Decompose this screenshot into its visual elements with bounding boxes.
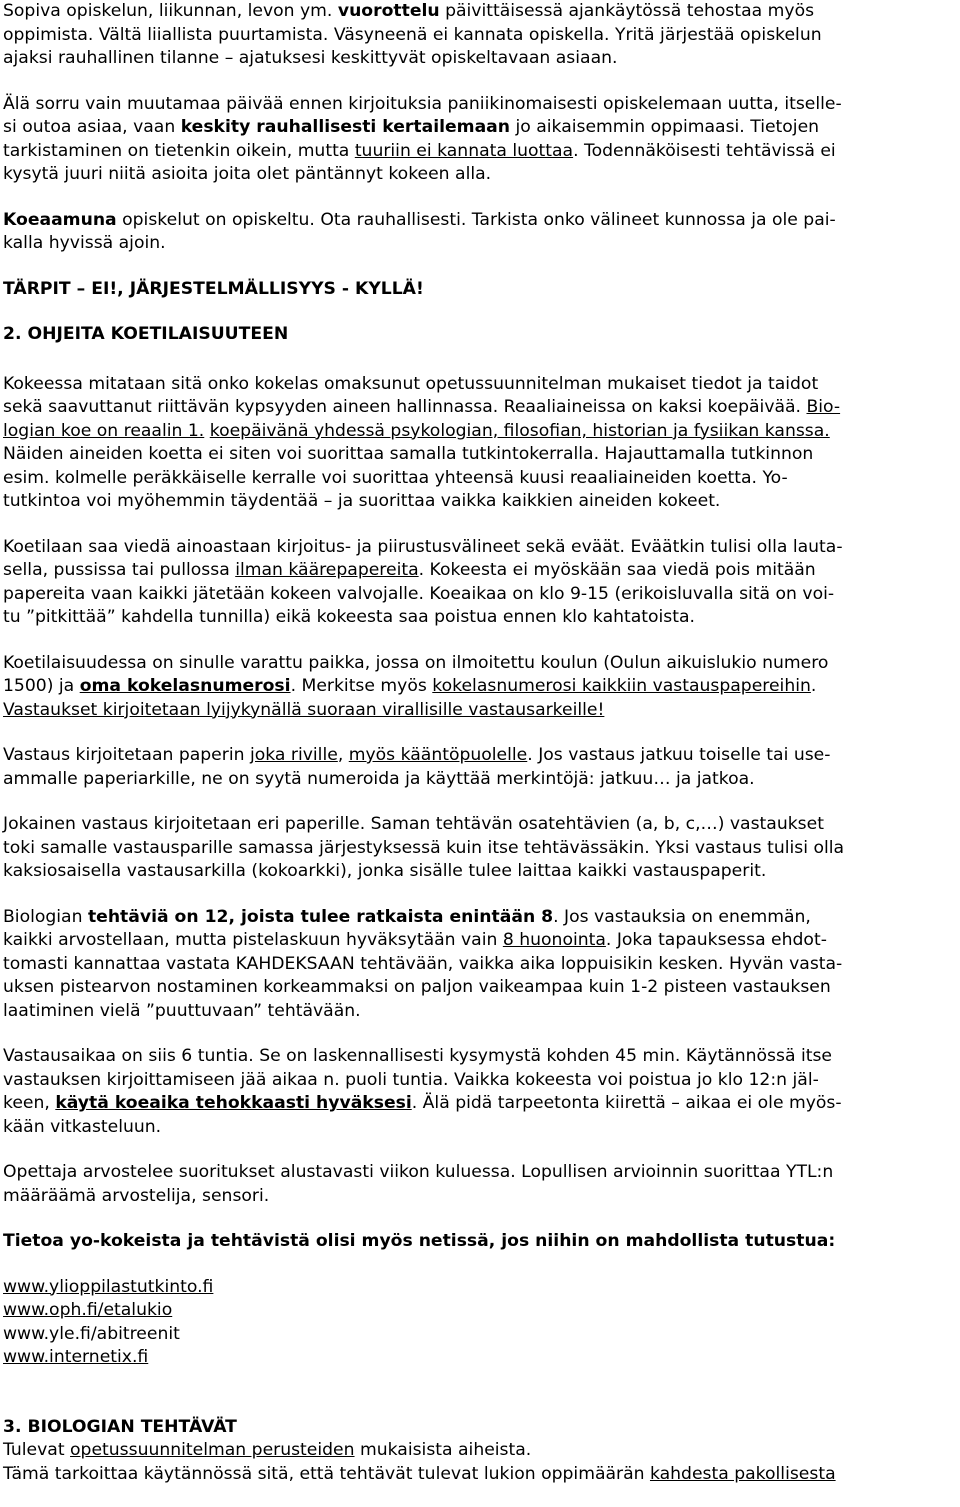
text: 1500) ja xyxy=(3,676,80,696)
text-line xyxy=(3,209,957,233)
text: opiskelut on opiskeltu. Ota rauhallisesti. Tarkista onko välineet kunnossa ja ole pai- xyxy=(116,209,836,230)
text-line xyxy=(3,396,957,420)
text-line: toki samalle vastausparille samassa järjestyksessä kuin itse tehtävässäkin. Yksi vastaus tulisi olla xyxy=(3,837,845,858)
text: Biologian xyxy=(3,906,88,927)
bold-text: vuorottelu xyxy=(337,1,440,21)
text: kaikki arvostellaan, mutta pistelaskuun hyväksytään vain xyxy=(3,930,503,950)
underlined-text: kahdesta pakollisesta xyxy=(649,1463,836,1484)
text-line xyxy=(3,559,957,583)
text: . Merkitse myös xyxy=(290,676,433,696)
text: jo aikaisemmin oppimaasi. Tietojen xyxy=(510,117,820,137)
text: . Jos vastauksia on enemmän, xyxy=(553,906,811,927)
bold-text: tehtäviä on 12, joista tulee ratkaista enintään 8 xyxy=(87,906,554,927)
paragraph-opettaja xyxy=(3,1161,957,1208)
underlined-text: kokelasnumerosi kaikkiin vastauspapereihin xyxy=(432,676,811,696)
section-heading-3 xyxy=(3,1416,957,1440)
text: Tulevat xyxy=(3,1440,71,1460)
text: . xyxy=(810,676,817,696)
text-line: kaksiosaisella vastausarkilla (kokoarkki), jonka sisälle tulee laittaa kaikki vastauspaperit. xyxy=(3,861,767,881)
text: keen, xyxy=(3,1093,56,1113)
tietoa-heading xyxy=(3,1230,957,1254)
underlined-text: opetussuunnitelman perusteiden xyxy=(70,1440,355,1460)
text-line xyxy=(3,1092,957,1116)
paragraph-koeaamuna xyxy=(3,209,957,256)
text: Vastaus kirjoitetaan paperin xyxy=(3,745,250,765)
text-line: uksen pistearvon nostaminen korkeammaksi on paljon vaikeampaa kuin 1-2 pisteen vastauksen xyxy=(3,977,831,997)
text-line: esim. kolmelle peräkkäiselle kerralle voi suorittaa yhteensä kuusi reaaliaineiden koetta. Yo- xyxy=(3,467,788,488)
text-line: vastauksen kirjoittamiseen jää aikaa n. puoli tuntia. Vaikka kokeesta voi poistua jo klo 12:n jäl- xyxy=(3,1069,819,1090)
heading-text: 2. OHJEITA KOETILAISUUTEEN xyxy=(3,324,289,344)
text-line xyxy=(3,420,957,444)
link-oph[interactable]: www.oph.fi/etalukio xyxy=(3,1300,173,1320)
text-line: ammalle paperiarkille, ne on syytä numeroida ja käyttää merkintöjä: jatkuu… ja jatkoa. xyxy=(3,768,755,789)
text-line: Kokeessa mitataan sitä onko kokelas omaksunut opetussuunnitelman mukaiset tiedot ja taidot xyxy=(3,373,819,394)
text-line: Koetilaisuudessa on sinulle varattu paikka, jossa on ilmoitettu koulun (Oulun aikuislukio numero xyxy=(3,652,829,673)
text: Tämä tarkoittaa käytännössä sitä, että tehtävät tulevat lukion oppimäärän xyxy=(3,1463,650,1484)
text-line: Koetilaan saa viedä ainoastaan kirjoitus- ja piirustusvälineet sekä eväät. Eväätkin tulisi olla lauta- xyxy=(3,536,843,557)
text-line: tomasti kannattaa vastata KAHDEKSAAN tehtävään, vaikka aika loppuisikin kesken. Hyvän vasta- xyxy=(3,953,843,974)
heading-text: 3. BIOLOGIAN TEHTÄVÄT xyxy=(3,1416,237,1437)
underlined-text: ilman käärepapereita xyxy=(235,560,419,580)
link-internetix[interactable]: www.internetix.fi xyxy=(3,1347,149,1367)
text-line: Jokainen vastaus kirjoitetaan eri paperille. Saman tehtävän osatehtävien (a, b, c,…) vastaukset xyxy=(3,814,824,834)
underlined-text: Bio- xyxy=(806,397,841,417)
text: si outoa asiaa, vaan xyxy=(3,117,181,137)
text-line: oppimista. Vältä liiallista puurtamista. Väsyneenä ei kannata opiskella. Yritä järjestää opiskelun xyxy=(3,24,822,45)
text-line: kään vitkasteluun. xyxy=(3,1116,162,1137)
paragraph-koetilaisuudessa xyxy=(3,652,957,723)
text-line: Älä sorru vain muutamaa päivää ennen kirjoituksia paniikinomaisesti opiskelemaan uutta, itselle- xyxy=(3,93,842,114)
text-line xyxy=(3,116,957,140)
paragraph-koetilaan xyxy=(3,536,957,630)
text-line: laatiminen vielä ”puuttuvaan” tehtävään. xyxy=(3,1000,361,1021)
paragraph-kokeessa xyxy=(3,373,957,514)
bold-text: Tietoa yo-kokeista ja tehtävistä olisi myös netissä, jos niihin on mahdollista tutustua: xyxy=(3,1231,836,1251)
paragraph-biologian xyxy=(3,906,957,1024)
text-line: tu ”pitkittää” kahdella tunnilla) eikä kokeesta saa poistua ennen klo kahtatoista. xyxy=(3,607,695,627)
bold-underlined-text: käytä koeaika tehokkaasti hyväksesi xyxy=(55,1093,412,1113)
text-line: Näiden aineiden koetta ei siten voi suorittaa samalla tutkintokerralla. Hajauttamalla tutkinnon xyxy=(3,444,814,464)
text-line: kysytä juuri niitä asioita joita olet päntännyt kokeen alla. xyxy=(3,164,492,184)
text: . Jos vastaus jatkuu toiselle tai use- xyxy=(527,745,831,765)
text-line xyxy=(3,140,957,164)
text-line: määräämä arvostelija, sensori. xyxy=(3,1185,270,1206)
paragraph-vastausaikaa xyxy=(3,1045,957,1139)
bold-text: Koeaamuna xyxy=(3,209,117,230)
text: . Todennäköisesti tehtävissä ei xyxy=(573,140,836,161)
text-line xyxy=(3,1463,957,1487)
bold-underlined-text: oma kokelasnumerosi xyxy=(79,676,291,696)
text-line: Vastausaikaa on siis 6 tuntia. Se on laskennallisesti kysymystä kohden 45 min. Käytännössä itse xyxy=(3,1046,833,1066)
bold-text: keskity rauhallisesti kertailemaan xyxy=(180,117,511,137)
text-line: Vastaukset kirjoitetaan lyijykynällä suoraan virallisille vastausarkeille! xyxy=(3,699,605,720)
underlined-text: joka riville xyxy=(249,745,338,765)
underlined-text: logian koe on reaalin 1. xyxy=(3,420,205,441)
bold-text: TÄRPIT – EI!, JÄRJESTELMÄLLISYYS - KYLLÄ! xyxy=(3,278,424,299)
text: päivittäisessä ajankäytössä tehostaa myös xyxy=(439,1,815,21)
text-line: Opettaja arvostelee suoritukset alustavasti viikon kuluessa. Lopullisen arvioinnin suorittaa YTL:n xyxy=(3,1162,834,1182)
paragraph-vastaus xyxy=(3,744,957,791)
paragraph-jokainen xyxy=(3,813,957,884)
paragraph-tulevat xyxy=(3,1439,957,1486)
text: tarkistaminen on tietenkin oikein, mutta xyxy=(3,140,355,161)
text-line: tutkintoa voi myöhemmin täydentää – ja suorittaa vaikka kaikkien aineiden kokeet. xyxy=(3,491,721,511)
tarpit-line xyxy=(3,278,957,302)
text-line xyxy=(3,906,957,930)
text-line xyxy=(3,929,957,953)
link-yle[interactable]: www.yle.fi/abitreenit xyxy=(3,1323,180,1344)
text: sekä saavuttanut riittävän kypsyyden aineen hallinnassa. Reaaliaineissa on kaksi koepäivää. xyxy=(3,397,807,417)
text: , xyxy=(337,745,349,765)
link-list xyxy=(3,1276,957,1370)
text-line xyxy=(3,744,957,768)
section-heading-2 xyxy=(3,323,957,347)
underlined-text: myös kääntöpuolelle xyxy=(348,745,528,765)
text-line: ajaksi rauhallinen tilanne – ajatuksesi keskittyvät opiskeltavaan asiaan. xyxy=(3,48,618,68)
text: mukaisista aiheista. xyxy=(354,1440,532,1460)
text: sella, pussissa tai pullossa xyxy=(3,560,236,580)
text: . Joka tapauksessa ehdot- xyxy=(605,930,827,950)
underlined-text: 8 huonointa xyxy=(502,930,606,950)
document-page xyxy=(3,0,957,1486)
text-line: kalla hyvissä ajoin. xyxy=(3,233,166,253)
underlined-text: tuuriin ei kannata luottaa xyxy=(354,140,574,161)
text-line xyxy=(3,0,957,24)
link-ylioppilastutkinto[interactable]: www.ylioppilastutkinto.fi xyxy=(3,1276,214,1297)
text-line xyxy=(3,1439,957,1463)
text: . Älä pidä tarpeetonta kiirettä – aikaa ei ole myös- xyxy=(411,1093,842,1113)
underlined-text: koepäivänä yhdessä psykologian, filosofian, historian ja fysiikan kanssa. xyxy=(209,420,830,441)
intro-paragraph xyxy=(3,0,957,71)
text: Sopiva opiskelun, liikunnan, levon ym. xyxy=(3,1,338,21)
text-line: papereita vaan kaikki jätetään kokeen valvojalle. Koeaikaa on klo 9-15 (erikoisluvalla sitä on voi- xyxy=(3,583,835,604)
text: . Kokeesta ei myöskään saa viedä pois mitään xyxy=(418,560,816,580)
paragraph-ala-sorru xyxy=(3,93,957,187)
text-line xyxy=(3,675,957,699)
